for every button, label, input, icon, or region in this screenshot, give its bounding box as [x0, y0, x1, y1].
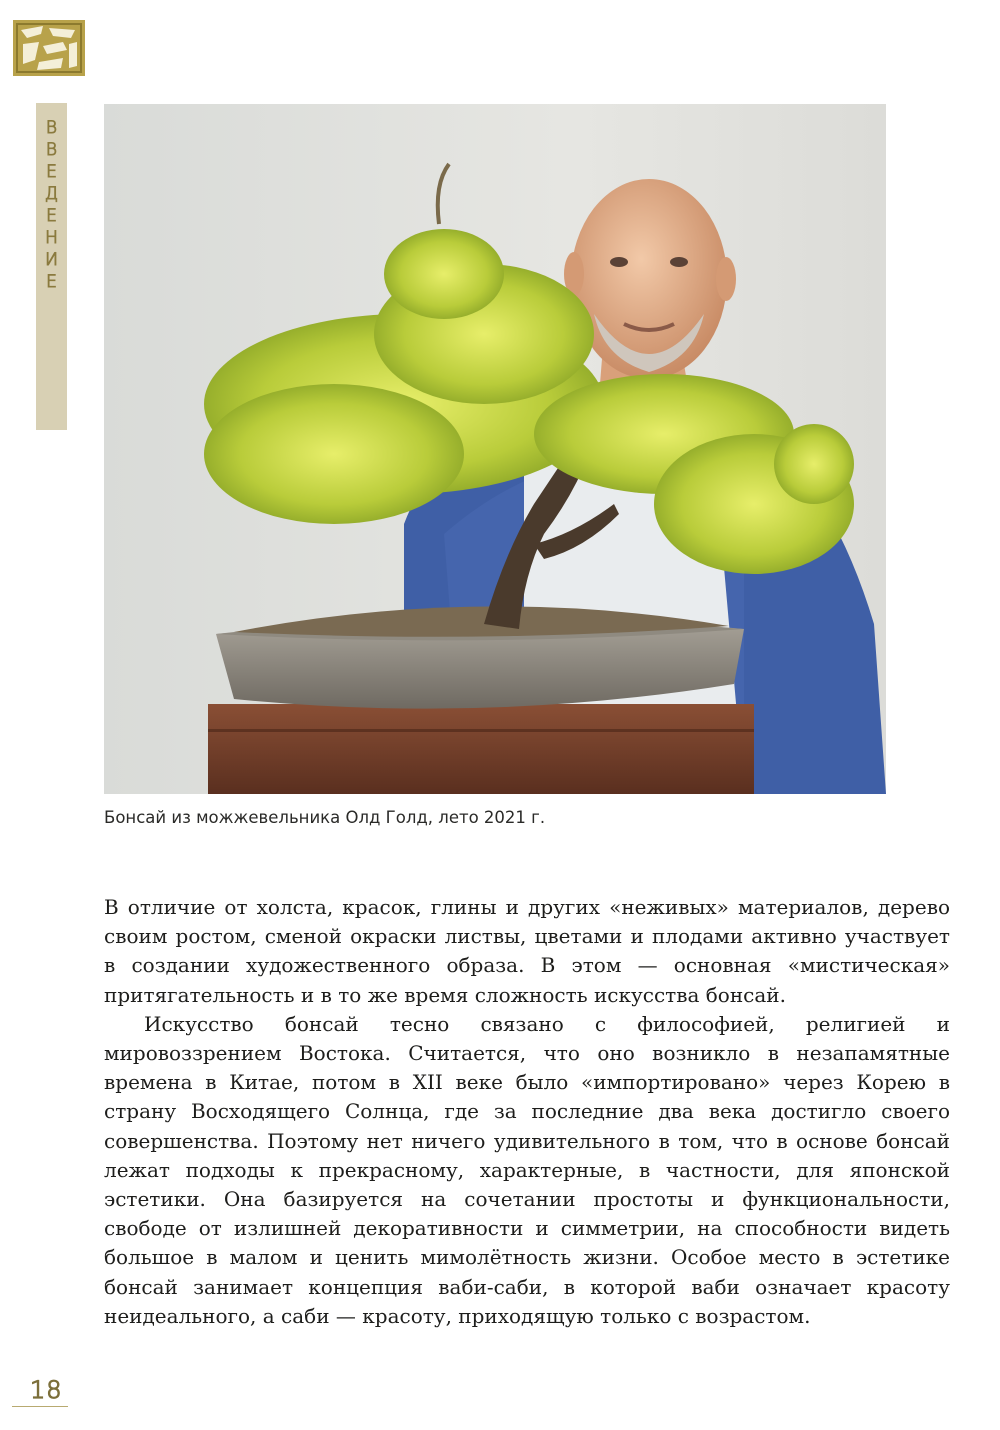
- side-letter: Д: [44, 184, 59, 204]
- side-letter: И: [45, 250, 58, 270]
- side-letter: В: [45, 140, 58, 160]
- paragraph: В отличие от холста, красок, глины и других «неживых» материалов, дерево своим ростом, сменой окраски листвы, цветами и плодами активно участвует в создании художественного образа. В этом — основная «мистическая» притягательность и в то же время сложность искусства бонсай.: [104, 895, 950, 1007]
- side-letter: Е: [46, 206, 57, 226]
- paragraph: Искусство бонсай тесно связано с философией, религией и мировоззрением Востока. Считается, что оно возникло в незапамятные времена в Китае, потом в XII веке было «импортировано» через Корею в страну Восходящего Солнца, где за последние два века достигло своего совершенства. Поэтому нет ничего удивительного в том, что в основе бонсай лежат подходы к прекрасному, характерные, в частности, для японской эстетики. Она базируется на сочетании простоты и функциональности, свободе от излишней декоративности и симметрии, на способности видеть большое в малом и ценить мимолётность жизни. Особое место в эстетике бонсай занимает концепция ваби-саби, в которой ваби означает красоту неидеального, а саби — красоту, приходящую только с возрастом.: [104, 1011, 950, 1328]
- side-letter: Н: [45, 228, 58, 248]
- body-text: [104, 893, 950, 1331]
- chapter-side-tab: [36, 103, 67, 430]
- photo-caption: Бонсай из можжевельника Олд Голд, лето 2021 г.: [104, 808, 546, 827]
- side-letter: Е: [46, 272, 57, 292]
- side-letter: Е: [46, 162, 57, 182]
- bonsai-photo: [104, 104, 886, 794]
- chapter-logo-icon: [13, 20, 85, 76]
- page-number-rule: [12, 1406, 68, 1407]
- side-letter: В: [45, 118, 58, 138]
- chapter-side-label: [36, 117, 67, 293]
- page-number: 18: [30, 1376, 63, 1404]
